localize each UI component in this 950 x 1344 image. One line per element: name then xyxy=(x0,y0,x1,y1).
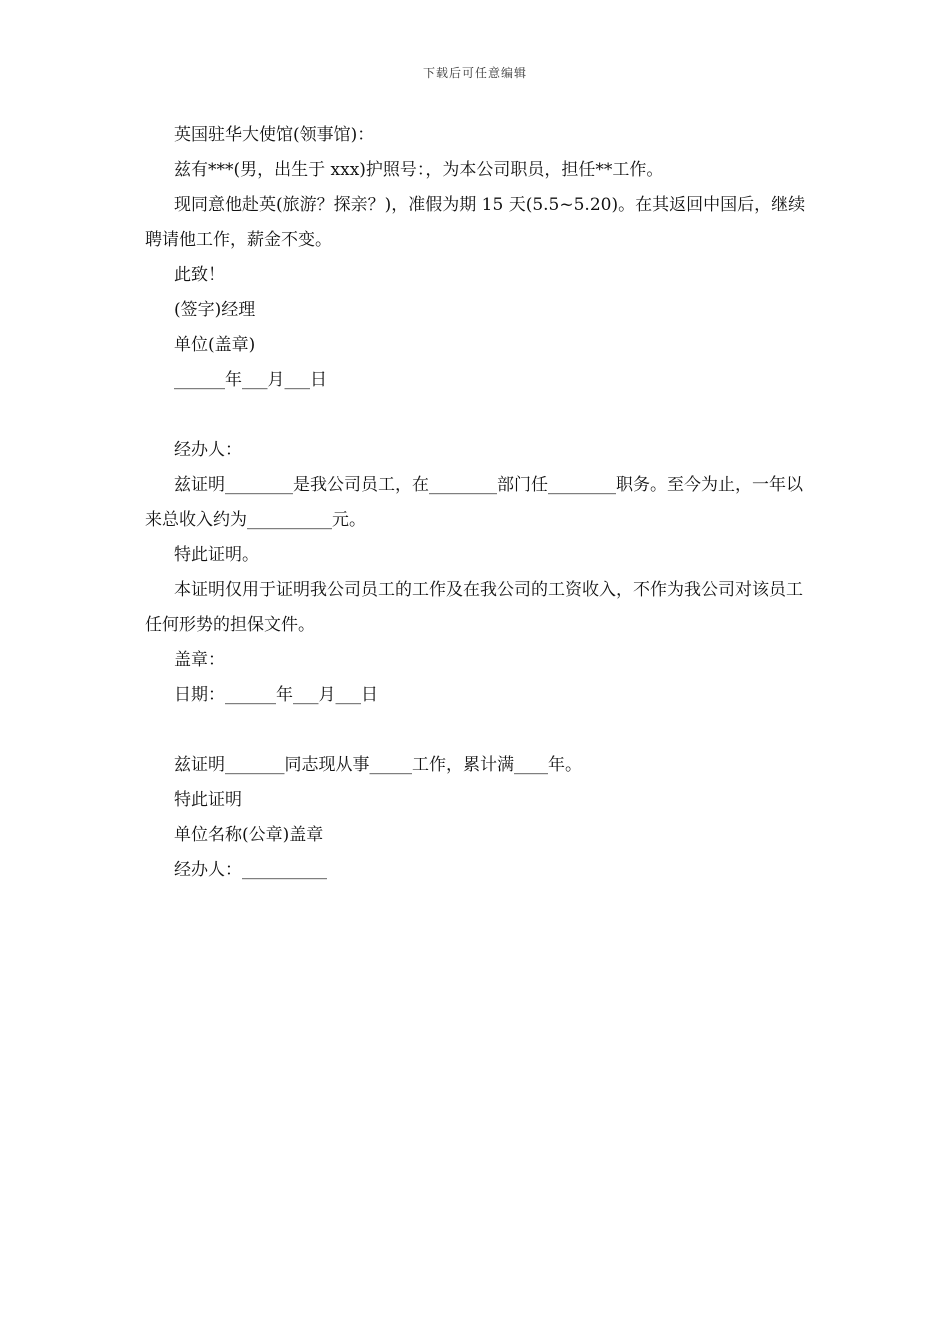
letter2-seal: 盖章： xyxy=(174,650,225,670)
letter1-closing: 此致！ xyxy=(174,265,225,285)
income-certificate xyxy=(145,433,817,713)
letter2-handler: 经办人： xyxy=(174,440,242,460)
document-body xyxy=(145,118,817,888)
section-gap xyxy=(145,398,817,433)
letter1-line2: 现同意他赴英(旅游？探亲？)，准假为期 15 天(5.5~5.20)。在其返回中国后，继续聘请他工作，薪金不变。 xyxy=(145,195,806,250)
letter1-salutation: 英国驻华大使馆(领事馆)： xyxy=(174,125,375,145)
work-experience-certificate xyxy=(145,748,817,888)
letter1-line1: 兹有***(男，出生于 xxx)护照号：，为本公司职员，担任**工作。 xyxy=(174,160,664,180)
letter1-signature: (签字)经理 xyxy=(174,300,256,320)
letter2-disclaimer: 本证明仅用于证明我公司员工的工作及在我公司的工资收入，不作为我公司对该员工任何形势的担保文件。 xyxy=(145,580,803,635)
letter2-body: 兹证明________是我公司员工，在________部门任________职务。至今为止，一年以来总收入约为__________元。 xyxy=(145,475,803,530)
letter3-body: 兹证明_______同志现从事_____工作，累计满____年。 xyxy=(174,755,582,775)
letter2-statement: 特此证明。 xyxy=(174,545,259,565)
letter3-handler: 经办人：__________ xyxy=(174,860,327,880)
letter1-seal: 单位(盖章) xyxy=(174,335,256,355)
section-gap xyxy=(145,713,817,748)
leave-approval-letter xyxy=(145,118,817,398)
letter1-date: ______年___月___日 xyxy=(174,370,327,390)
letter3-seal: 单位名称(公章)盖章 xyxy=(174,825,324,845)
letter2-date: 日期：______年___月___日 xyxy=(174,685,378,705)
letter3-statement: 特此证明 xyxy=(174,790,242,810)
page-header: 下载后可任意编辑 xyxy=(422,66,527,80)
